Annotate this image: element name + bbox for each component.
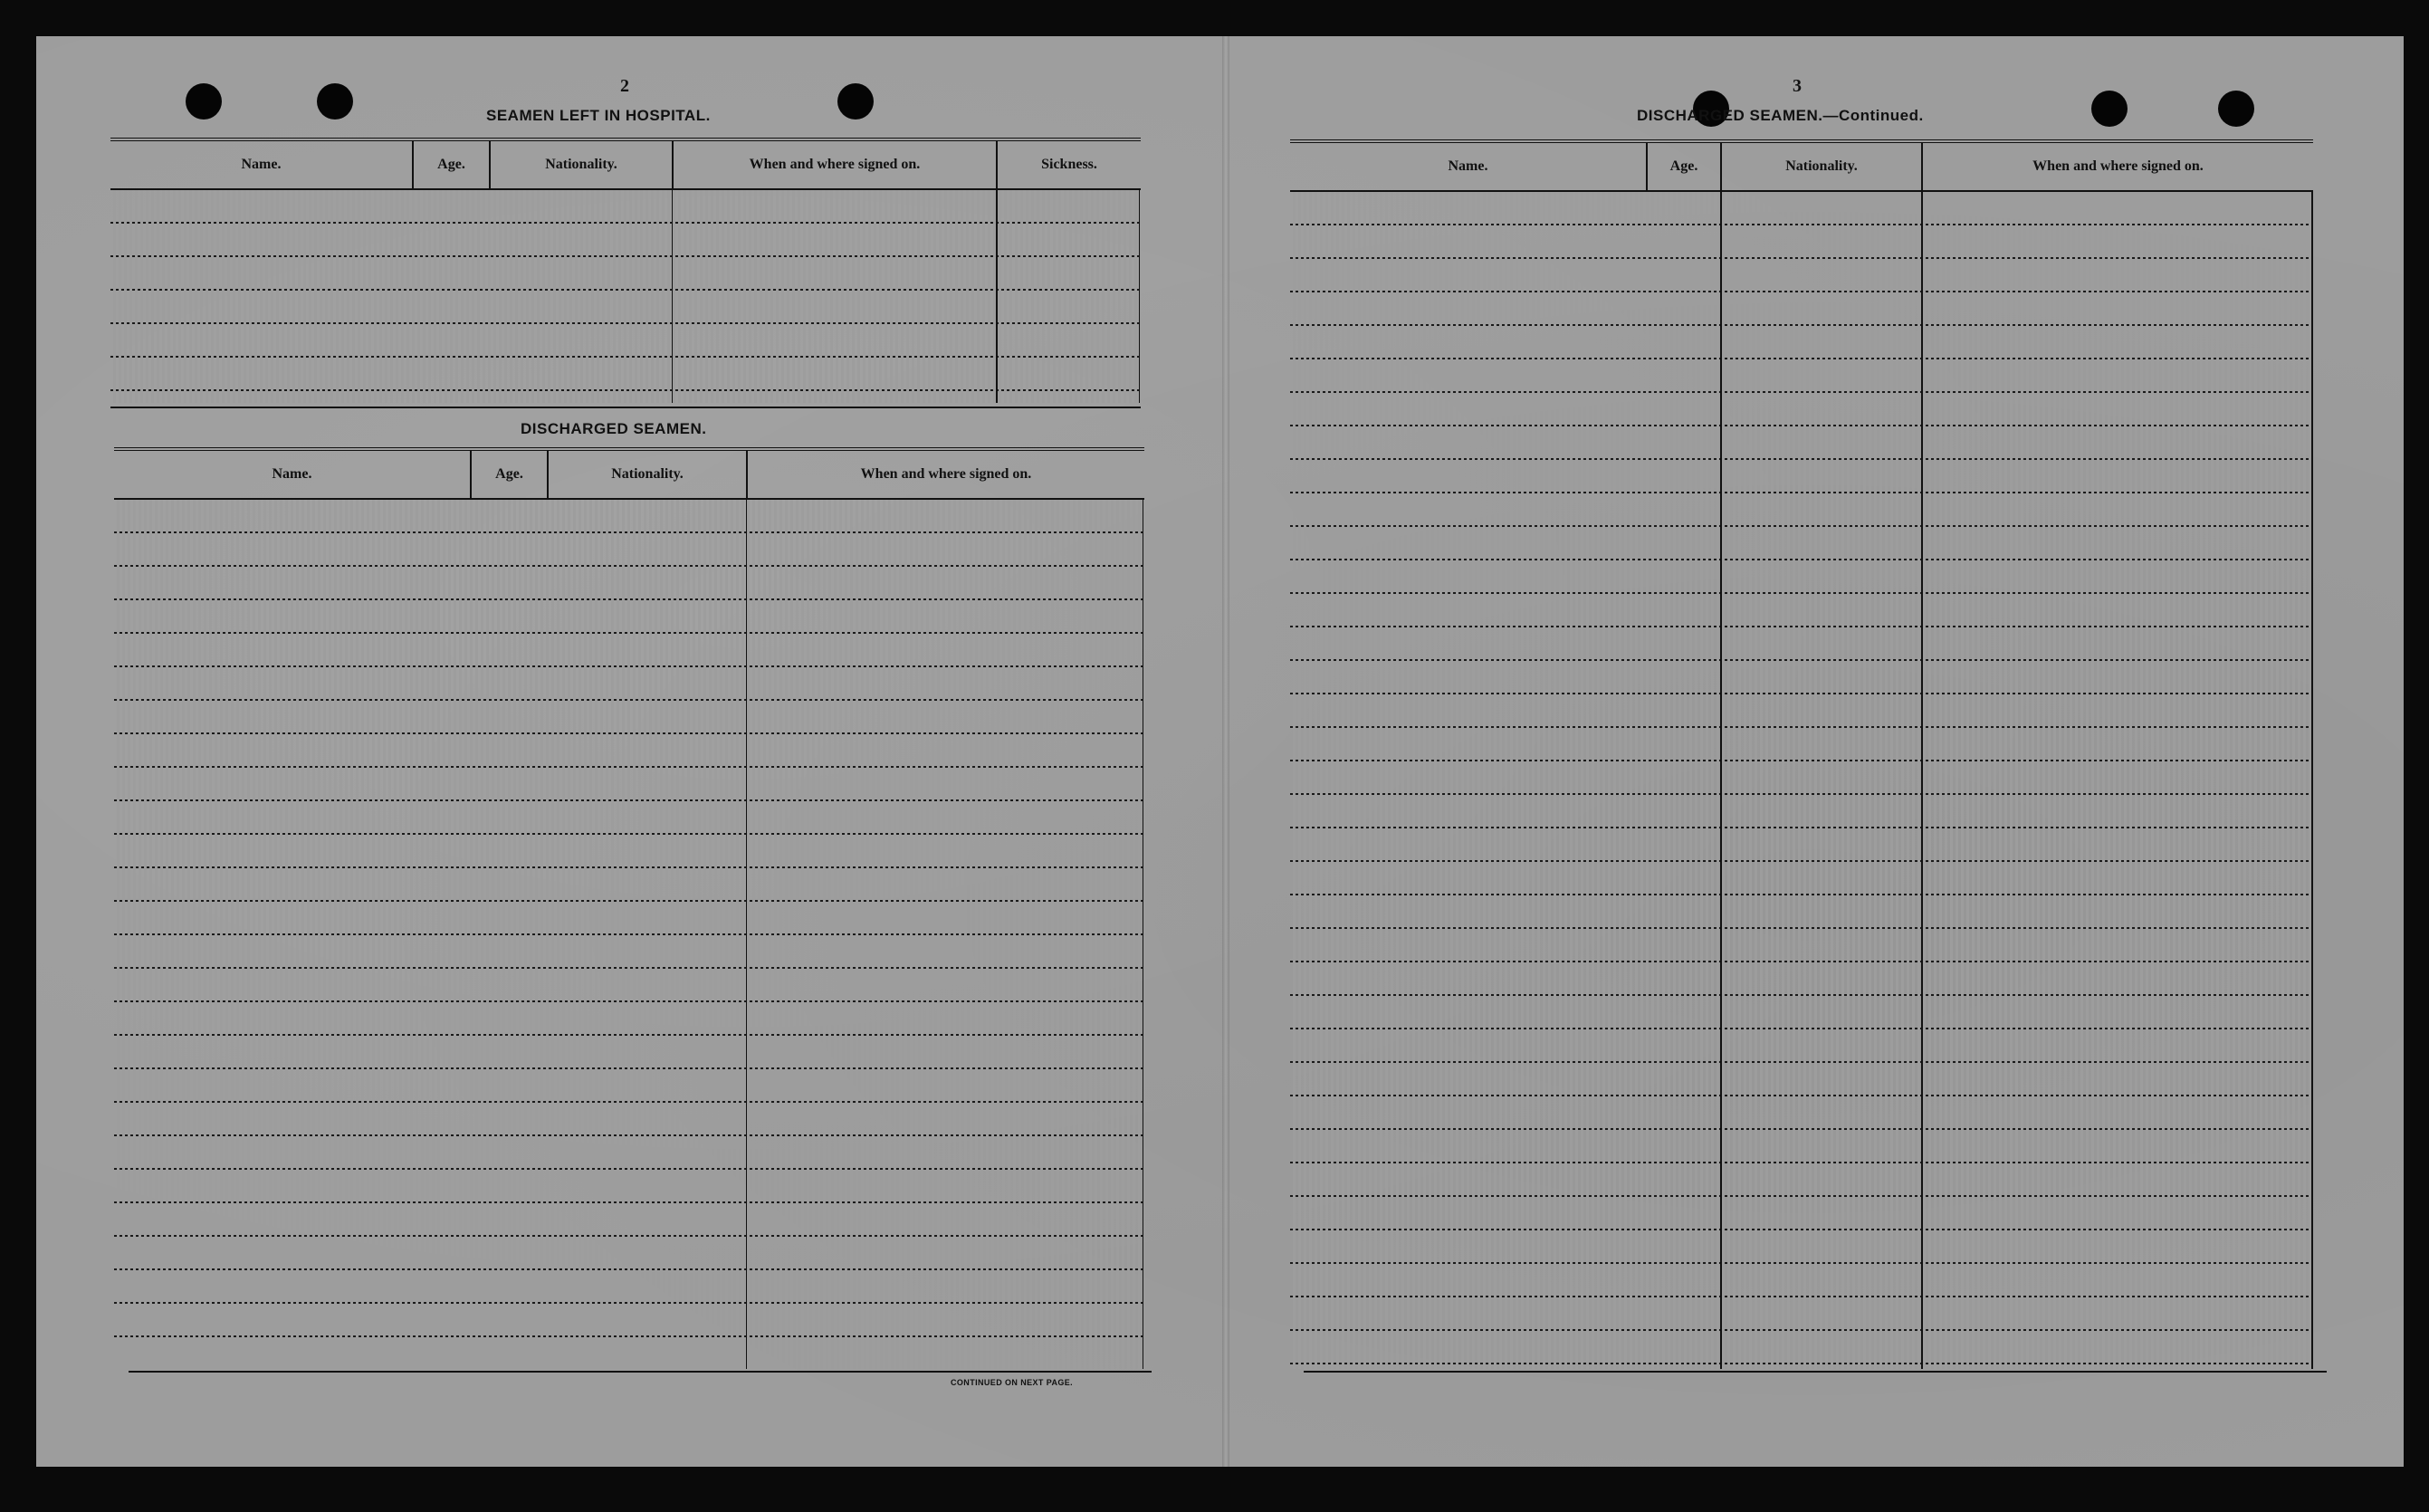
punch-hole xyxy=(317,83,353,120)
col-header-sickness: Sickness. xyxy=(1041,157,1097,172)
page-number-right: 3 xyxy=(1793,76,1802,96)
punch-hole xyxy=(2091,91,2128,127)
col-header-name: Name. xyxy=(1290,143,1648,190)
blank-column xyxy=(472,500,549,1369)
hospital-section-title: SEAMEN LEFT IN HOSPITAL. xyxy=(486,107,711,124)
blank-column xyxy=(1722,192,1923,1369)
discharged-continued-header xyxy=(1290,143,2313,192)
col-header-nationality: Nationality. xyxy=(1722,143,1923,190)
punch-hole xyxy=(837,83,874,120)
table-rule xyxy=(1304,1371,2327,1373)
blank-column xyxy=(1290,192,1648,1369)
hospital-table-header xyxy=(110,141,1141,190)
blank-column xyxy=(414,190,491,403)
col-header-signed-on: When and where signed on. xyxy=(674,141,998,188)
blank-column xyxy=(1923,192,2313,1369)
page-number-left: 2 xyxy=(620,76,629,96)
blank-column xyxy=(549,500,748,1369)
col-header-signed-on: When and where signed on. xyxy=(860,466,1032,482)
blank-column xyxy=(110,190,414,403)
discharged-section-title: DISCHARGED SEAMEN. xyxy=(521,420,707,437)
table-rule xyxy=(110,407,1141,408)
table-rule xyxy=(129,1371,1152,1373)
col-header-age: Age. xyxy=(414,141,491,188)
discharged-table-body xyxy=(114,500,1144,1369)
punch-hole xyxy=(186,83,222,120)
discharged-table xyxy=(114,447,1144,1369)
col-header-signed-on: When and where signed on. xyxy=(2032,158,2204,174)
blank-column xyxy=(114,500,472,1369)
hospital-table-body xyxy=(110,190,1141,403)
discharged-continued-body xyxy=(1290,192,2313,1369)
col-header-name: Name. xyxy=(110,141,414,188)
blank-column xyxy=(748,500,1144,1369)
blank-column xyxy=(491,190,674,403)
col-header-name: Name. xyxy=(114,451,472,498)
blank-column xyxy=(998,190,1141,403)
col-header-nationality: Nationality. xyxy=(491,141,674,188)
blank-column xyxy=(674,190,998,403)
continued-note: CONTINUED ON NEXT PAGE. xyxy=(951,1378,1074,1387)
col-header-age: Age. xyxy=(1648,143,1722,190)
hospital-table xyxy=(110,138,1141,403)
page-fold xyxy=(1222,36,1229,1467)
blank-column xyxy=(1648,192,1722,1369)
discharged-continued-title: DISCHARGED SEAMEN.—Continued. xyxy=(1637,107,1924,124)
discharged-table-header xyxy=(114,451,1144,500)
col-header-nationality: Nationality. xyxy=(549,451,748,498)
discharged-continued-table xyxy=(1290,139,2313,1369)
col-header-age: Age. xyxy=(472,451,549,498)
punch-hole xyxy=(2218,91,2254,127)
